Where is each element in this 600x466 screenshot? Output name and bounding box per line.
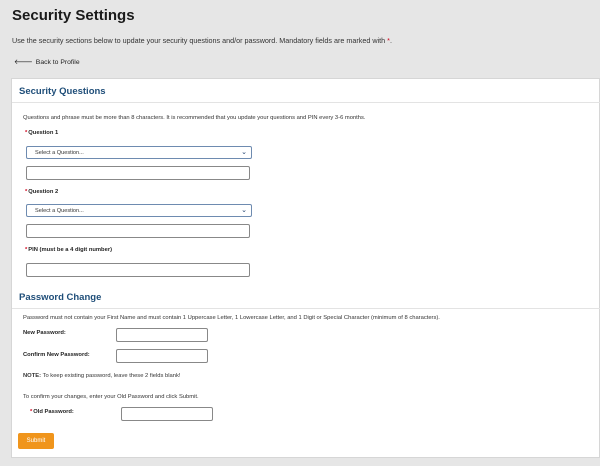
- old-password-input[interactable]: [121, 407, 213, 421]
- back-link-label: Back to Profile: [35, 59, 80, 66]
- required-marker: *: [387, 36, 390, 45]
- section-divider: [12, 102, 600, 103]
- chevron-down-icon: ⌄: [241, 207, 247, 214]
- note-label: NOTE:: [23, 373, 42, 379]
- question-2-selected-value: Select a Question...: [35, 207, 84, 214]
- question-1-answer-input[interactable]: [26, 166, 250, 180]
- page-title: Security Settings: [12, 7, 135, 24]
- confirm-instructions: To confirm your changes, enter your Old Password and click Submit.: [23, 394, 199, 400]
- security-questions-title: Security Questions: [19, 86, 106, 97]
- confirm-password-input[interactable]: [116, 349, 208, 363]
- confirm-password-label: Confirm New Password:: [23, 352, 90, 358]
- password-note: [23, 373, 180, 379]
- settings-panel: [11, 78, 600, 458]
- old-password-label: [30, 409, 74, 415]
- intro-period: .: [389, 36, 392, 45]
- submit-button[interactable]: Submit: [18, 433, 54, 449]
- intro-sentence: Use the security sections below to update your security questions and/or password. Mandatory fields are marked with: [12, 36, 386, 45]
- question-2-select[interactable]: [26, 204, 252, 217]
- pin-label: [25, 247, 112, 253]
- chevron-down-icon: ⌄: [241, 149, 247, 156]
- question-1-selected-value: Select a Question...: [35, 149, 84, 156]
- question-1-select[interactable]: [26, 146, 252, 159]
- back-to-profile-link[interactable]: [14, 59, 80, 66]
- new-password-input[interactable]: [116, 328, 208, 342]
- question-1-label-text: Question 1: [28, 130, 59, 136]
- question-2-label: [25, 189, 58, 195]
- required-marker: *: [25, 189, 28, 195]
- required-marker: *: [25, 247, 28, 253]
- note-text: To keep existing password, leave these 2 fields blank!: [42, 373, 181, 379]
- question-2-label-text: Question 2: [28, 189, 59, 195]
- question-1-label: [25, 130, 58, 136]
- old-password-label-text: Old Password:: [33, 409, 74, 415]
- password-requirements-text: Password must not contain your First Name and must contain 1 Uppercase Letter, 1 Lowercase Letter, and 1 Digit or Special Character (minimum of 8 characters).: [23, 315, 440, 321]
- required-marker: *: [25, 130, 28, 136]
- password-change-title: Password Change: [19, 292, 102, 303]
- pin-input[interactable]: [26, 263, 250, 277]
- security-questions-description: Questions and phrase must be more than 8 characters. It is recommended that you update your questions and PIN every 3-6 months.: [23, 115, 366, 121]
- question-2-answer-input[interactable]: [26, 224, 250, 238]
- new-password-label: New Password:: [23, 330, 66, 336]
- intro-text: [12, 36, 392, 45]
- section-divider: [12, 308, 600, 309]
- pin-label-text: PIN (must be a 4 digit number): [28, 247, 113, 253]
- required-marker: *: [30, 409, 33, 415]
- arrow-left-icon: 🡐: [14, 59, 33, 66]
